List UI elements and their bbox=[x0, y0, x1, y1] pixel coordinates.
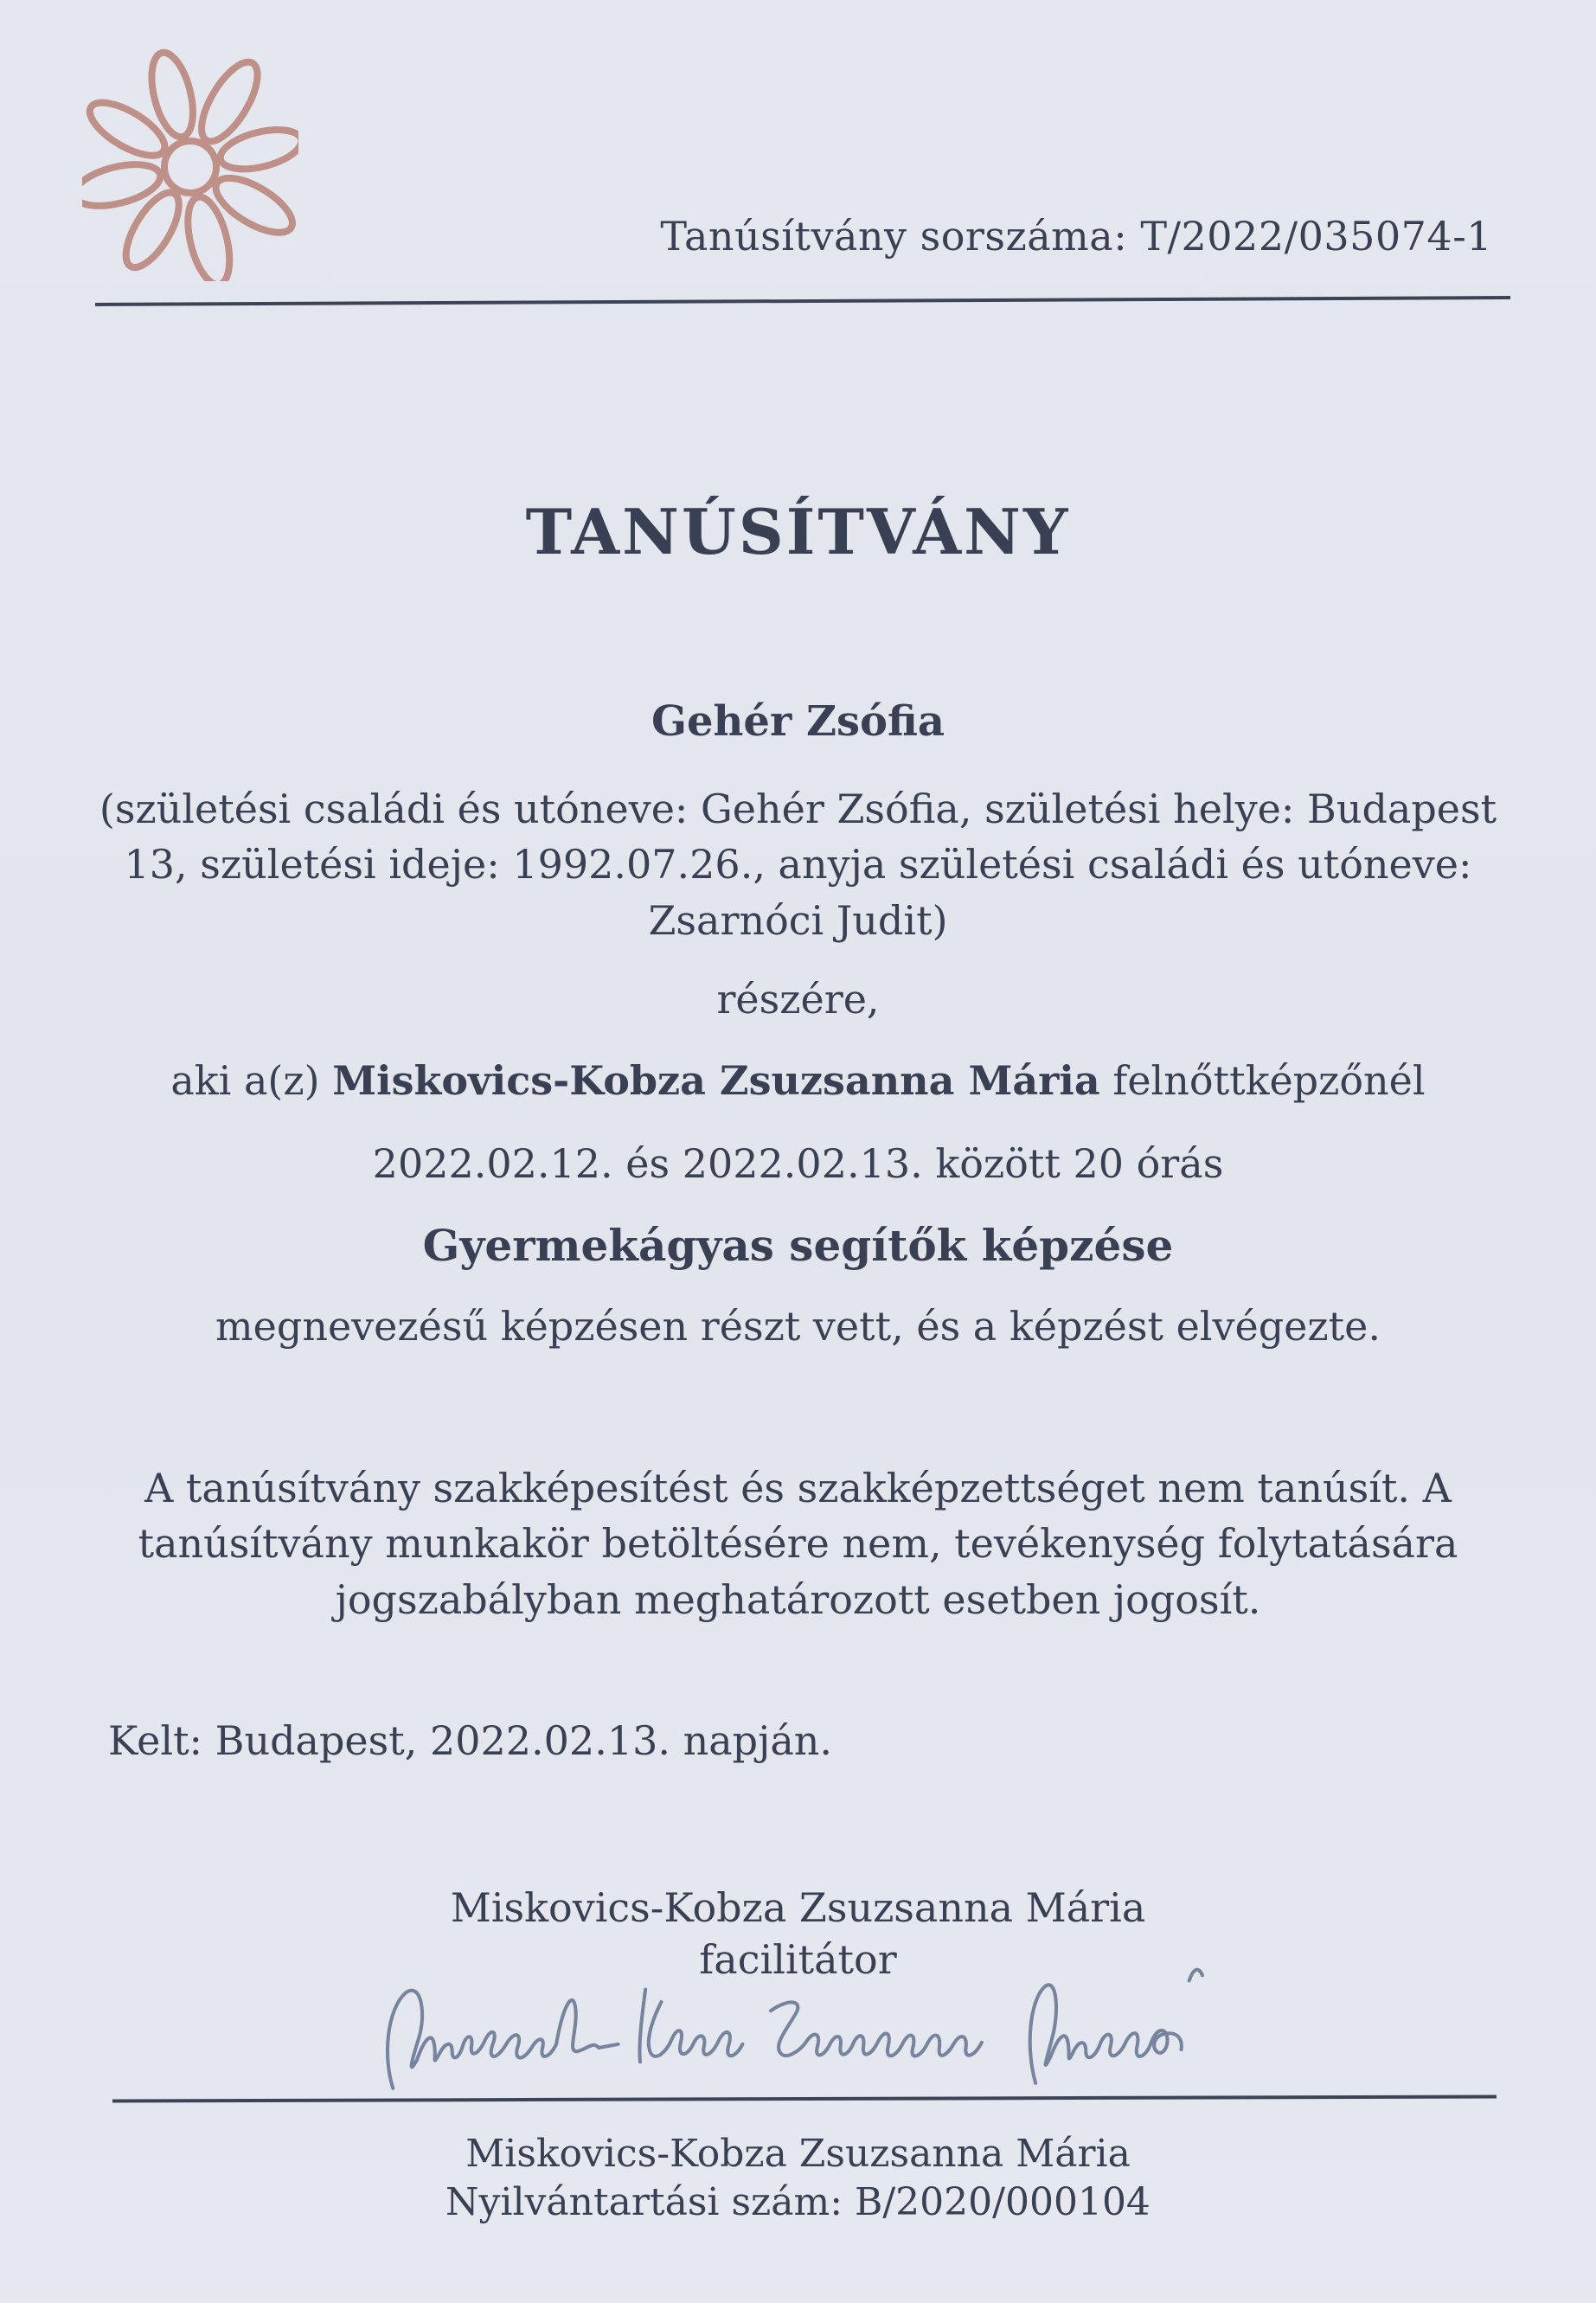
page-title: TANÚSÍTVÁNY bbox=[525, 495, 1071, 568]
disclaimer-paragraph: A tanúsítvány szakképesítést és szakképzettséget nem tanúsít. A tanúsítvány munkakör betöltésére nem, tevékenység folytatására jogszabályban meghatározott esetben jogosít. bbox=[138, 1465, 1458, 1623]
footer-name: Miskovics-Kobza Zsuzsanna Mária bbox=[465, 2132, 1131, 2176]
provider-suffix: felnőttképzőnél bbox=[1112, 1057, 1426, 1104]
training-dates-line: 2022.02.12. és 2022.02.13. között 20 órás bbox=[372, 1140, 1224, 1187]
handwritten-signature-icon bbox=[381, 1948, 1246, 2104]
serial-number-label: Tanúsítvány sorszáma: bbox=[660, 213, 1128, 260]
for-label: részére, bbox=[716, 976, 880, 1023]
issue-date-line: Kelt: Budapest, 2022.02.13. napján. bbox=[108, 1717, 833, 1764]
course-name: Gyermekágyas segítők képzése bbox=[422, 1220, 1174, 1271]
serial-number-line bbox=[660, 213, 1492, 260]
header-divider bbox=[95, 296, 1510, 306]
provider-prefix: aki a(z) bbox=[170, 1057, 320, 1104]
provider-line bbox=[0, 1057, 1596, 1104]
serial-number-value: T/2022/035074-1 bbox=[1140, 213, 1492, 260]
signatory-role: facilitátor bbox=[699, 1935, 897, 1983]
provider-name: Miskovics-Kobza Zsuzsanna Mária bbox=[332, 1057, 1100, 1104]
signatory-name: Miskovics-Kobza Zsuzsanna Mária bbox=[450, 1884, 1146, 1931]
recipient-name: Gehér Zsófia bbox=[651, 697, 945, 746]
footer-registration-number: Nyilvántartási szám: B/2020/000104 bbox=[445, 2180, 1151, 2225]
footer-block bbox=[0, 2130, 1596, 2228]
recipient-birth-details: (születési családi és utóneve: Gehér Zsófia, születési helye: Budapest 13, születési ideje: 1992.07.26., anyja születési családi és utóneve: Zsarnóci Judit) bbox=[99, 786, 1497, 944]
flower-icon bbox=[82, 48, 298, 281]
completion-line: megnevezésű képzésen részt vett, és a képzést elvégezte. bbox=[215, 1303, 1381, 1350]
